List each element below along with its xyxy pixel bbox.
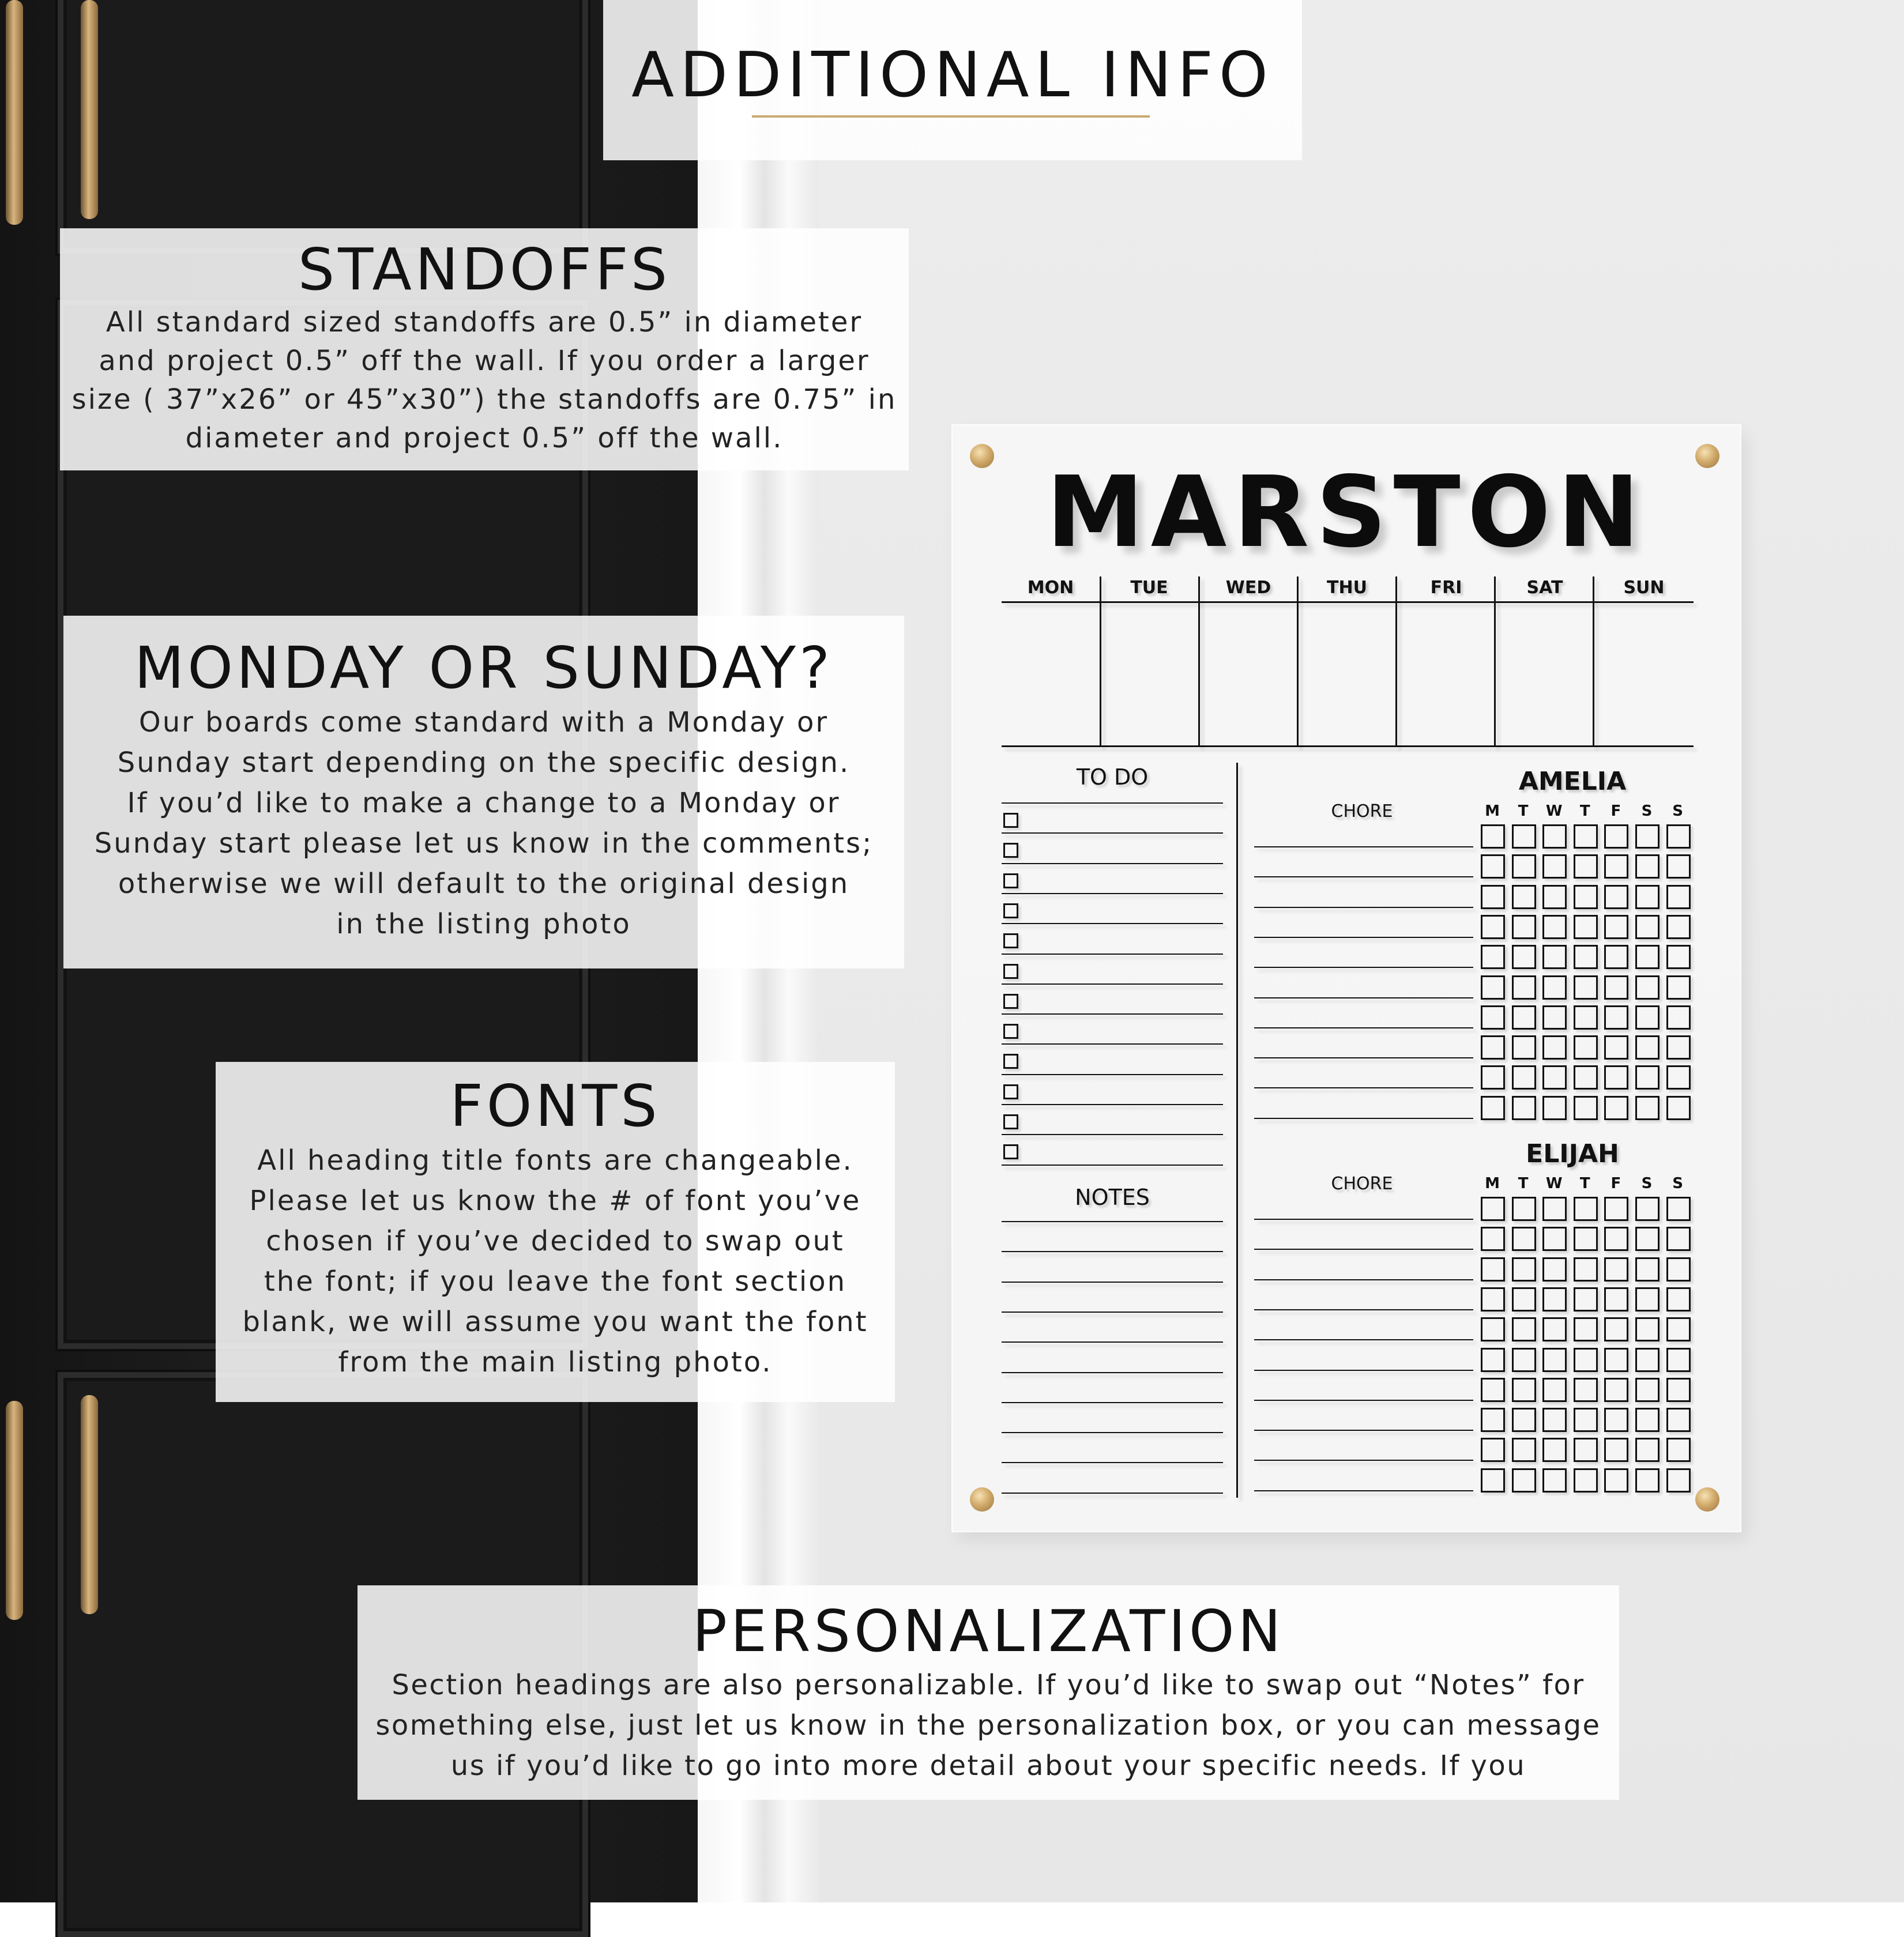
chore-checkbox bbox=[1666, 945, 1691, 969]
chore-checkbox bbox=[1635, 1317, 1660, 1341]
chore-checkbox bbox=[1574, 1227, 1598, 1251]
chore-checkbox bbox=[1574, 885, 1598, 909]
chore-checkbox bbox=[1666, 1348, 1691, 1372]
todo-line bbox=[1002, 802, 1223, 804]
fonts-line: the font; if you leave the font section bbox=[264, 1265, 847, 1298]
personalization-card bbox=[358, 1585, 1619, 1800]
chore-line bbox=[1254, 1118, 1473, 1119]
chore-checkbox bbox=[1666, 975, 1691, 1000]
chore-checkbox bbox=[1512, 1317, 1536, 1341]
chore-checkbox bbox=[1512, 885, 1536, 909]
notes-line bbox=[1002, 1372, 1223, 1373]
monday-or-sunday-line: otherwise we will default to the original design bbox=[118, 868, 850, 900]
chore-checkbox bbox=[1574, 1317, 1598, 1341]
chore-checkbox bbox=[1666, 1035, 1691, 1060]
chore-checkbox bbox=[1512, 1438, 1536, 1462]
chore-line bbox=[1254, 907, 1473, 908]
chore-checkbox bbox=[1481, 945, 1505, 969]
chore-checkbox bbox=[1512, 854, 1536, 879]
chore-checkbox bbox=[1481, 824, 1505, 849]
chore-checkbox bbox=[1635, 854, 1660, 879]
calendar-divider bbox=[1593, 576, 1594, 747]
chore-checkbox bbox=[1481, 1287, 1505, 1312]
todo-checkbox bbox=[1003, 1144, 1018, 1159]
chore-checkbox bbox=[1604, 1408, 1628, 1432]
chore-checkbox bbox=[1604, 975, 1628, 1000]
cabinet-handle bbox=[6, 1401, 23, 1620]
standoffs-line: and project 0.5” off the wall. If you order a larger bbox=[99, 345, 870, 377]
chore-checkbox bbox=[1666, 885, 1691, 909]
todo-checkbox bbox=[1003, 1114, 1018, 1129]
cabinet-handle bbox=[81, 1395, 98, 1614]
chore-checkbox bbox=[1666, 1378, 1691, 1402]
chore-checkbox bbox=[1574, 1287, 1598, 1312]
todo-line bbox=[1002, 1165, 1223, 1166]
chore-checkbox bbox=[1635, 975, 1660, 1000]
chore-checkbox bbox=[1481, 885, 1505, 909]
chore-checkbox bbox=[1574, 1065, 1598, 1090]
section-divider bbox=[1236, 763, 1238, 1498]
chore-checkbox bbox=[1604, 1468, 1628, 1493]
todo-checkbox bbox=[1003, 1024, 1018, 1039]
chore-checkbox bbox=[1481, 1317, 1505, 1341]
chore-checkbox bbox=[1512, 1096, 1536, 1120]
chore-checkbox bbox=[1542, 975, 1567, 1000]
chore-checkbox bbox=[1574, 854, 1598, 879]
chore-checkbox bbox=[1635, 1096, 1660, 1120]
chore-heading: CHORE bbox=[1331, 801, 1393, 821]
chore-line bbox=[1254, 876, 1473, 877]
chore-day-label: T bbox=[1579, 802, 1590, 820]
fonts-line: from the main listing photo. bbox=[338, 1346, 773, 1378]
notes-line bbox=[1002, 1493, 1223, 1494]
chore-checkbox bbox=[1635, 1438, 1660, 1462]
chore-day-label: S bbox=[1672, 802, 1683, 820]
chore-checkbox bbox=[1604, 854, 1628, 879]
todo-line bbox=[1002, 954, 1223, 955]
person-name-amelia: AMELIA bbox=[1518, 767, 1627, 796]
chore-checkbox bbox=[1574, 915, 1598, 939]
todo-heading: TO DO bbox=[1076, 764, 1149, 790]
cabinet-handle bbox=[6, 0, 23, 225]
chore-checkbox bbox=[1666, 1287, 1691, 1312]
chore-day-label: M bbox=[1485, 802, 1500, 820]
notes-line bbox=[1002, 1341, 1223, 1343]
chore-checkbox bbox=[1604, 1287, 1628, 1312]
chore-checkbox bbox=[1542, 1317, 1567, 1341]
calendar-top-line bbox=[1002, 601, 1694, 603]
todo-line bbox=[1002, 1013, 1223, 1015]
chore-day-label: T bbox=[1579, 1175, 1590, 1192]
chore-checkbox bbox=[1574, 1035, 1598, 1060]
notes-line bbox=[1002, 1312, 1223, 1313]
chore-checkbox bbox=[1512, 915, 1536, 939]
notes-line bbox=[1002, 1221, 1223, 1222]
chore-day-label: T bbox=[1518, 1175, 1529, 1192]
chore-checkbox bbox=[1481, 1257, 1505, 1282]
chore-checkbox bbox=[1635, 824, 1660, 849]
chore-day-label: F bbox=[1611, 1175, 1621, 1192]
chore-checkbox bbox=[1604, 1438, 1628, 1462]
todo-line bbox=[1002, 1104, 1223, 1105]
fonts-line: chosen if you’ve decided to swap out bbox=[266, 1225, 845, 1257]
chore-checkbox bbox=[1635, 1005, 1660, 1030]
day-label-thu: THU bbox=[1327, 578, 1367, 598]
cabinet-panel-top bbox=[58, 0, 588, 254]
chore-line bbox=[1254, 1087, 1473, 1088]
chore-checkbox bbox=[1512, 1005, 1536, 1030]
chore-checkbox bbox=[1574, 1257, 1598, 1282]
chore-heading: CHORE bbox=[1331, 1174, 1393, 1194]
calendar-divider bbox=[1494, 576, 1496, 747]
chore-day-label: S bbox=[1641, 802, 1653, 820]
chore-line bbox=[1254, 1430, 1473, 1431]
chore-checkbox bbox=[1635, 1065, 1660, 1090]
chore-checkbox bbox=[1604, 1035, 1628, 1060]
chore-line bbox=[1254, 997, 1473, 998]
chore-day-label: S bbox=[1641, 1175, 1653, 1192]
chore-checkbox bbox=[1666, 1197, 1691, 1221]
chore-checkbox bbox=[1481, 1197, 1505, 1221]
fonts-line: blank, we will assume you want the font bbox=[242, 1306, 868, 1338]
chore-day-label: W bbox=[1545, 802, 1563, 820]
chore-checkbox bbox=[1542, 1005, 1567, 1030]
chore-line bbox=[1254, 967, 1473, 968]
day-label-mon: MON bbox=[1027, 578, 1074, 598]
chore-day-label: M bbox=[1485, 1175, 1500, 1192]
fonts-line: Please let us know the # of font you’ve bbox=[249, 1185, 861, 1217]
chore-day-label: W bbox=[1545, 1175, 1563, 1192]
chore-checkbox bbox=[1481, 1348, 1505, 1372]
monday-or-sunday-title: MONDAY OR SUNDAY? bbox=[134, 634, 834, 702]
chore-line bbox=[1254, 1279, 1473, 1280]
calendar-divider bbox=[1395, 576, 1397, 747]
todo-checkbox bbox=[1003, 873, 1018, 888]
chore-checkbox bbox=[1512, 1287, 1536, 1312]
standoff-bottom-left bbox=[970, 1487, 994, 1512]
personalization-title: PERSONALIZATION bbox=[692, 1597, 1285, 1665]
chore-checkbox bbox=[1481, 915, 1505, 939]
chore-checkbox bbox=[1512, 1408, 1536, 1432]
chore-checkbox bbox=[1574, 1408, 1598, 1432]
chore-checkbox bbox=[1574, 1468, 1598, 1493]
fonts-title: FONTS bbox=[450, 1072, 661, 1140]
chore-checkbox bbox=[1542, 915, 1567, 939]
chore-checkbox bbox=[1666, 1065, 1691, 1090]
chore-checkbox bbox=[1481, 1468, 1505, 1493]
chore-checkbox bbox=[1666, 1096, 1691, 1120]
board-family-name: MARSTON bbox=[1046, 455, 1647, 570]
chore-checkbox bbox=[1512, 1468, 1536, 1493]
chore-checkbox bbox=[1542, 1035, 1567, 1060]
chore-checkbox bbox=[1666, 1227, 1691, 1251]
monday-or-sunday-line: Our boards come standard with a Monday or bbox=[138, 706, 829, 738]
title-underline bbox=[752, 115, 1150, 118]
chore-checkbox bbox=[1512, 1065, 1536, 1090]
chore-checkbox bbox=[1542, 1438, 1567, 1462]
chore-checkbox bbox=[1512, 1035, 1536, 1060]
standoffs-title: STANDOFFS bbox=[298, 236, 671, 303]
chore-checkbox bbox=[1574, 1378, 1598, 1402]
chore-checkbox bbox=[1574, 1096, 1598, 1120]
chore-checkbox bbox=[1635, 1197, 1660, 1221]
chore-checkbox bbox=[1481, 1227, 1505, 1251]
chore-checkbox bbox=[1604, 1378, 1628, 1402]
chore-checkbox bbox=[1574, 824, 1598, 849]
person-name-elijah: ELIJAH bbox=[1526, 1139, 1619, 1169]
chore-checkbox bbox=[1635, 1287, 1660, 1312]
chore-line bbox=[1254, 846, 1473, 847]
chore-checkbox bbox=[1542, 1096, 1567, 1120]
notes-heading: NOTES bbox=[1075, 1185, 1150, 1210]
todo-line bbox=[1002, 1043, 1223, 1045]
cabinet-handle bbox=[81, 0, 98, 219]
personalization-line: something else, just let us know in the personalization box, or you can message bbox=[375, 1709, 1601, 1742]
chore-line bbox=[1254, 1027, 1473, 1028]
chore-checkbox bbox=[1542, 1197, 1567, 1221]
todo-checkbox bbox=[1003, 903, 1018, 918]
chore-checkbox bbox=[1481, 1408, 1505, 1432]
chore-checkbox bbox=[1512, 1257, 1536, 1282]
todo-line bbox=[1002, 893, 1223, 894]
chore-line bbox=[1254, 1370, 1473, 1371]
todo-line bbox=[1002, 923, 1223, 924]
chore-checkbox bbox=[1635, 1348, 1660, 1372]
chore-checkbox bbox=[1574, 1005, 1598, 1030]
day-label-tue: TUE bbox=[1130, 578, 1168, 598]
calendar-divider bbox=[1100, 576, 1101, 747]
chore-checkbox bbox=[1635, 885, 1660, 909]
chore-line bbox=[1254, 1490, 1473, 1491]
todo-line bbox=[1002, 863, 1223, 864]
chore-checkbox bbox=[1542, 1287, 1567, 1312]
day-label-fri: FRI bbox=[1430, 578, 1462, 598]
chore-checkbox bbox=[1635, 1468, 1660, 1493]
standoffs-line: All standard sized standoffs are 0.5” in diameter bbox=[106, 306, 863, 338]
chore-checkbox bbox=[1604, 1197, 1628, 1221]
chore-checkbox bbox=[1574, 1438, 1598, 1462]
chore-checkbox bbox=[1574, 945, 1598, 969]
calendar-divider bbox=[1198, 576, 1200, 747]
standoffs-line: size ( 37”x26” or 45”x30”) the standoffs are 0.75” in bbox=[72, 383, 897, 416]
chore-day-label: T bbox=[1518, 802, 1529, 820]
chore-checkbox bbox=[1604, 1257, 1628, 1282]
chore-checkbox bbox=[1542, 1257, 1567, 1282]
chore-line bbox=[1254, 1309, 1473, 1310]
chore-day-label: F bbox=[1611, 802, 1621, 820]
chore-checkbox bbox=[1481, 1438, 1505, 1462]
chore-checkbox bbox=[1635, 1257, 1660, 1282]
chore-checkbox bbox=[1542, 885, 1567, 909]
chore-checkbox bbox=[1481, 1005, 1505, 1030]
personalization-line: us if you’d like to go into more detail about your specific needs. If you bbox=[450, 1750, 1526, 1782]
chore-checkbox bbox=[1481, 854, 1505, 879]
chore-checkbox bbox=[1666, 1317, 1691, 1341]
chore-day-label: S bbox=[1672, 1175, 1683, 1192]
personalization-line: Section headings are also personalizable. If you’d like to swap out “Notes” for bbox=[392, 1669, 1585, 1701]
chore-checkbox bbox=[1481, 1065, 1505, 1090]
monday-or-sunday-line: in the listing photo bbox=[336, 908, 631, 940]
chore-checkbox bbox=[1604, 945, 1628, 969]
chore-checkbox bbox=[1666, 854, 1691, 879]
chore-checkbox bbox=[1574, 1348, 1598, 1372]
notes-line bbox=[1002, 1432, 1223, 1433]
header-card bbox=[603, 0, 1302, 160]
chore-checkbox bbox=[1542, 1227, 1567, 1251]
todo-checkbox bbox=[1003, 933, 1018, 948]
chore-checkbox bbox=[1635, 1035, 1660, 1060]
chore-checkbox bbox=[1481, 975, 1505, 1000]
chore-checkbox bbox=[1635, 945, 1660, 969]
todo-line bbox=[1002, 1074, 1223, 1075]
chore-checkbox bbox=[1635, 1378, 1660, 1402]
day-label-wed: WED bbox=[1225, 578, 1271, 598]
chore-checkbox bbox=[1512, 1227, 1536, 1251]
chore-checkbox bbox=[1481, 1378, 1505, 1402]
todo-checkbox bbox=[1003, 964, 1018, 979]
notes-line bbox=[1002, 1462, 1223, 1463]
chore-checkbox bbox=[1604, 824, 1628, 849]
standoff-bottom-right bbox=[1695, 1487, 1719, 1512]
chore-checkbox bbox=[1512, 1197, 1536, 1221]
monday-or-sunday-line: If you’d like to make a change to a Monday or bbox=[127, 787, 841, 819]
calendar-bottom-line bbox=[1002, 745, 1694, 747]
monday-or-sunday-card bbox=[63, 616, 904, 968]
todo-checkbox bbox=[1003, 1054, 1018, 1069]
chore-checkbox bbox=[1542, 1378, 1567, 1402]
chore-checkbox bbox=[1574, 1197, 1598, 1221]
chore-checkbox bbox=[1604, 1005, 1628, 1030]
chore-line bbox=[1254, 1249, 1473, 1250]
chore-checkbox bbox=[1604, 1227, 1628, 1251]
chore-checkbox bbox=[1635, 1408, 1660, 1432]
chore-checkbox bbox=[1666, 1408, 1691, 1432]
chore-checkbox bbox=[1512, 945, 1536, 969]
fonts-line: All heading title fonts are changeable. bbox=[257, 1144, 853, 1177]
chore-checkbox bbox=[1604, 885, 1628, 909]
chore-checkbox bbox=[1666, 1468, 1691, 1493]
standoffs-card bbox=[60, 228, 909, 470]
todo-checkbox bbox=[1003, 1084, 1018, 1099]
calendar-divider bbox=[1297, 576, 1299, 747]
chore-checkbox bbox=[1635, 1227, 1660, 1251]
chore-checkbox bbox=[1666, 1005, 1691, 1030]
chore-line bbox=[1254, 1339, 1473, 1340]
chore-checkbox bbox=[1542, 1468, 1567, 1493]
todo-line bbox=[1002, 1134, 1223, 1135]
todo-checkbox bbox=[1003, 813, 1018, 828]
chore-checkbox bbox=[1666, 1257, 1691, 1282]
monday-or-sunday-line: Sunday start please let us know in the comments; bbox=[94, 827, 874, 860]
chore-checkbox bbox=[1574, 975, 1598, 1000]
standoffs-line: diameter and project 0.5” off the wall. bbox=[185, 422, 784, 454]
chore-checkbox bbox=[1542, 1408, 1567, 1432]
page-title: ADDITIONAL INFO bbox=[631, 39, 1274, 111]
day-label-sun: SUN bbox=[1623, 578, 1665, 598]
notes-line bbox=[1002, 1251, 1223, 1252]
todo-line bbox=[1002, 983, 1223, 985]
day-label-sat: SAT bbox=[1526, 578, 1563, 598]
chore-checkbox bbox=[1481, 1096, 1505, 1120]
chore-checkbox bbox=[1542, 1348, 1567, 1372]
chore-line bbox=[1254, 1219, 1473, 1220]
notes-line bbox=[1002, 1282, 1223, 1283]
chore-line bbox=[1254, 1057, 1473, 1058]
chore-checkbox bbox=[1512, 824, 1536, 849]
chore-checkbox bbox=[1542, 824, 1567, 849]
chore-checkbox bbox=[1666, 824, 1691, 849]
chore-checkbox bbox=[1542, 945, 1567, 969]
chore-checkbox bbox=[1604, 1348, 1628, 1372]
chore-checkbox bbox=[1481, 1035, 1505, 1060]
chore-checkbox bbox=[1542, 854, 1567, 879]
todo-line bbox=[1002, 832, 1223, 834]
acrylic-planner-board bbox=[953, 425, 1740, 1531]
chore-checkbox bbox=[1604, 915, 1628, 939]
chore-checkbox bbox=[1635, 915, 1660, 939]
chore-checkbox bbox=[1666, 1438, 1691, 1462]
todo-checkbox bbox=[1003, 843, 1018, 858]
chore-checkbox bbox=[1542, 1065, 1567, 1090]
chore-line bbox=[1254, 1400, 1473, 1401]
chore-checkbox bbox=[1512, 1348, 1536, 1372]
chore-checkbox bbox=[1512, 975, 1536, 1000]
todo-checkbox bbox=[1003, 994, 1018, 1009]
chore-checkbox bbox=[1604, 1317, 1628, 1341]
chore-checkbox bbox=[1604, 1096, 1628, 1120]
chore-line bbox=[1254, 1460, 1473, 1461]
monday-or-sunday-line: Sunday start depending on the specific design. bbox=[117, 747, 851, 779]
chore-checkbox bbox=[1666, 915, 1691, 939]
chore-line bbox=[1254, 937, 1473, 938]
chore-checkbox bbox=[1604, 1065, 1628, 1090]
chore-checkbox bbox=[1512, 1378, 1536, 1402]
notes-line bbox=[1002, 1402, 1223, 1403]
fonts-card bbox=[216, 1062, 895, 1402]
